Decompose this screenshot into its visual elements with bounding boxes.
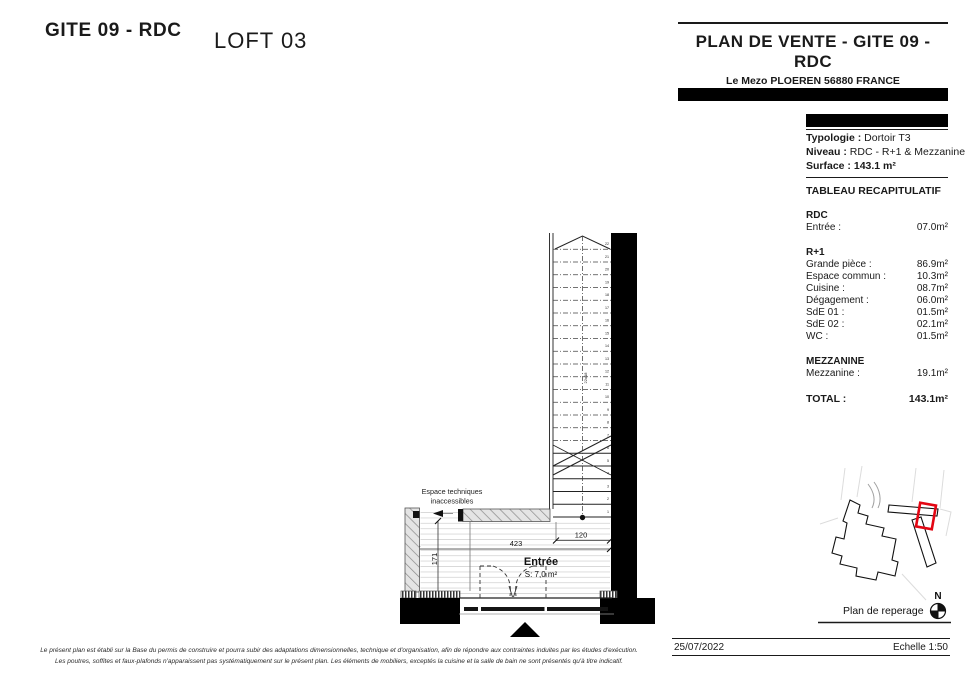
dimension-120: 120 xyxy=(574,530,588,540)
svg-text:15: 15 xyxy=(605,331,609,336)
level-value: RDC - R+1 & Mezzanine xyxy=(849,145,966,158)
redacted-bar xyxy=(678,88,948,101)
location-minimap xyxy=(810,466,955,626)
stair-note: 22x18 xyxy=(583,372,588,384)
area-row: WC : 01.5m² xyxy=(806,331,948,342)
building-outlines xyxy=(832,500,938,580)
section-heading: MEZZANINE xyxy=(806,356,865,367)
disclaimer xyxy=(38,645,640,667)
surface-row xyxy=(806,160,948,173)
tech-space-label-line1: Espace techniques xyxy=(421,487,483,496)
right-wall xyxy=(611,233,637,598)
typology-row xyxy=(806,132,948,145)
unit-title: GITE 09 - RDC xyxy=(45,20,182,41)
level-label: Niveau : xyxy=(806,145,847,158)
svg-text:10: 10 xyxy=(605,395,609,400)
level-row xyxy=(806,145,966,159)
svg-text:11: 11 xyxy=(605,382,609,387)
svg-text:20: 20 xyxy=(605,267,609,272)
typology-value: Dortoir T3 xyxy=(864,131,911,144)
svg-text:9: 9 xyxy=(607,407,609,412)
divider xyxy=(806,177,948,178)
divider xyxy=(806,129,948,130)
bottom-right-wall xyxy=(600,598,655,624)
dimension-171: 171 xyxy=(430,552,439,566)
info-panel xyxy=(806,129,966,405)
svg-text:18: 18 xyxy=(605,293,609,298)
area-row: SdE 02 : 02.1m² xyxy=(806,319,948,330)
plan-title: PLAN DE VENTE - GITE 09 - RDC xyxy=(695,32,931,71)
section-heading: R+1 xyxy=(806,247,825,258)
area-row: Cuisine : 08.7m² xyxy=(806,283,948,294)
section-heading: RDC xyxy=(806,210,828,221)
svg-text:19: 19 xyxy=(605,280,609,285)
minimap-caption: Plan de reperage xyxy=(843,605,924,617)
opening-arrow xyxy=(433,510,443,517)
floor-plan-drawing xyxy=(395,224,661,644)
svg-text:3: 3 xyxy=(607,484,609,489)
area-row: Mezzanine : 19.1m² xyxy=(806,368,948,379)
footer-cartouche xyxy=(672,638,950,656)
entry-marker-triangle xyxy=(510,622,540,637)
dimension-423: 423 xyxy=(509,539,523,548)
total-value: 143.1m² xyxy=(908,393,948,405)
svg-text:6: 6 xyxy=(607,446,609,451)
typology-label: Typologie : xyxy=(806,131,862,144)
plan-scale: Echelle 1:50 xyxy=(892,642,948,653)
title-block xyxy=(678,22,948,98)
top-wall xyxy=(463,509,550,522)
left-wall xyxy=(405,508,420,592)
svg-text:5: 5 xyxy=(607,458,609,463)
redacted-bar xyxy=(806,114,948,127)
svg-text:7: 7 xyxy=(607,433,609,438)
divider xyxy=(678,22,948,24)
svg-text:22: 22 xyxy=(605,242,609,247)
floor-parquet-lines xyxy=(421,513,611,594)
svg-text:8: 8 xyxy=(607,420,609,425)
svg-text:1: 1 xyxy=(607,509,609,514)
surface-value: 143.1 m² xyxy=(853,159,896,172)
staircase xyxy=(550,233,612,520)
svg-text:14: 14 xyxy=(605,344,609,349)
stair-treads xyxy=(553,242,611,517)
svg-text:12: 12 xyxy=(605,369,609,374)
svg-text:2: 2 xyxy=(607,497,609,502)
total-row xyxy=(806,393,948,405)
recap-heading: TABLEAU RECAPITULATIF xyxy=(806,185,941,197)
total-label: TOTAL : xyxy=(806,393,847,405)
area-row: Entrée : 07.0m² xyxy=(806,222,948,233)
plan-date: 25/07/2022 xyxy=(674,642,725,653)
disclaimer-line1: Le présent plan est établi sur la Base du permis de construire et pourra subir des adaptations dimensionnelles, technique et d'organisation, afin de répondre aux contraintes induites par les études d'exécution. xyxy=(40,647,638,654)
north-compass-icon xyxy=(931,604,946,619)
road-arcs xyxy=(868,482,880,508)
room-name-label: Entrée xyxy=(523,556,559,568)
area-row: Dégagement : 06.0m² xyxy=(806,295,948,306)
area-row: Grande pièce : 86.9m² xyxy=(806,259,948,270)
svg-text:21: 21 xyxy=(605,254,609,259)
bottom-left-wall xyxy=(400,598,460,624)
svg-text:13: 13 xyxy=(605,356,609,361)
svg-text:16: 16 xyxy=(605,318,609,323)
parcel-lines xyxy=(820,466,951,600)
north-label: N xyxy=(934,591,942,602)
tech-space-label-line2: inaccessibles xyxy=(430,496,474,506)
recap-table xyxy=(806,210,948,380)
area-row: SdE 01 : 01.5m² xyxy=(806,307,948,318)
disclaimer-line2: Les poutres, soffites et faux-plafonds n'apparaissent pas systématiquement sur le présent plan. Les éléments de mobiliers, exceptés la cuisine et la salle de bain ne sont présentés qu'à titre indicatif. xyxy=(55,658,623,665)
loft-title: LOFT 03 xyxy=(214,28,308,53)
surface-label: Surface : xyxy=(806,159,851,172)
stair-break-lines xyxy=(553,436,611,475)
divider xyxy=(672,655,950,656)
door-swing-arc xyxy=(493,566,510,596)
room-area-label: S: 7,0 m² xyxy=(524,570,558,579)
svg-text:17: 17 xyxy=(605,305,609,310)
walkline-start-dot xyxy=(580,515,585,520)
area-row: Espace commun : 10.3m² xyxy=(806,271,948,282)
plan-subtitle: Le Mezo PLOEREN 56880 FRANCE xyxy=(726,75,900,87)
